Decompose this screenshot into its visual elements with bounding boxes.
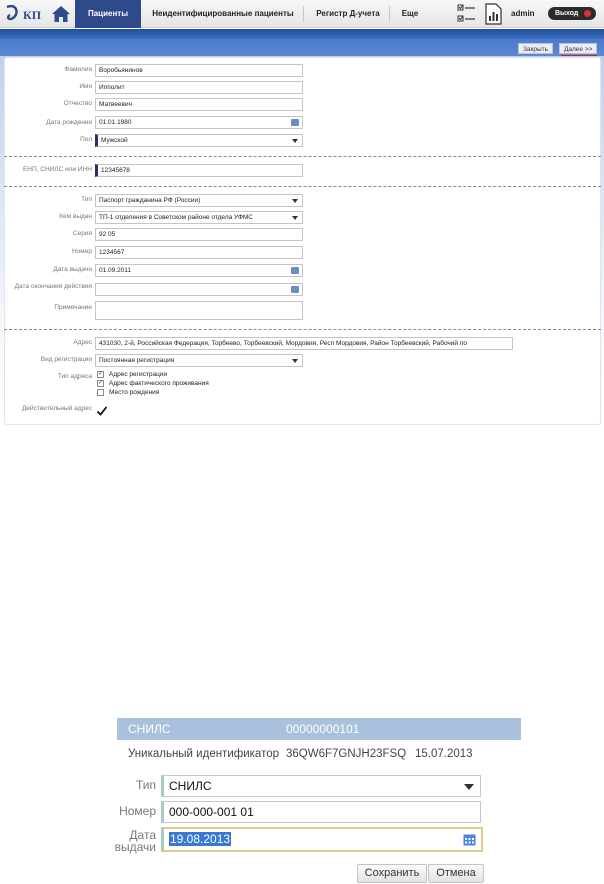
sex-select[interactable]	[95, 134, 303, 147]
dialog-type-label: Тип	[135, 778, 156, 792]
chevron-down-icon	[292, 216, 298, 220]
dialog-date-field[interactable]	[161, 827, 483, 852]
doc-type-value: Паспорт гражданина РФ (России)	[99, 197, 201, 204]
address-type-checkbox-birthplace[interactable]	[97, 389, 104, 396]
doc-type-label: Тип	[81, 196, 92, 203]
section-divider	[4, 329, 601, 330]
last-name-field[interactable]: Воробьянинов	[95, 64, 303, 77]
enp-field[interactable]: 12345678	[95, 164, 303, 177]
calendar-icon[interactable]	[463, 832, 476, 845]
sex-label: Пол	[80, 136, 92, 143]
address-type-label: Тип адреса	[57, 373, 92, 380]
patronymic-field[interactable]: Матвеевич	[95, 98, 303, 111]
chevron-down-icon	[292, 139, 298, 143]
current-user-name: admin	[511, 9, 535, 18]
note-field[interactable]	[95, 301, 303, 320]
top-navigation-bar	[0, 0, 604, 28]
registration-type-select[interactable]	[95, 354, 303, 367]
address-type-option-birthplace: Место рождения	[109, 389, 160, 396]
calendar-icon[interactable]	[291, 119, 299, 126]
last-name-label: Фамилия	[64, 66, 92, 73]
header-strip	[0, 29, 604, 39]
issued-by-value: ТП-1 отделения в Советском районе отдела УФМС	[99, 214, 254, 221]
section-divider	[4, 156, 601, 157]
note-label: Примечание	[54, 304, 92, 311]
nav-separator	[389, 6, 390, 22]
dialog-number-label: Номер	[119, 804, 156, 818]
address-type-checkbox-actual[interactable]: ✓	[98, 380, 104, 386]
app-logo[interactable]	[4, 3, 50, 25]
nav-separator	[303, 6, 304, 22]
first-name-label: Имя	[79, 83, 92, 90]
document-type-title: СНИЛС	[128, 722, 171, 736]
logo-text: КП	[23, 8, 42, 22]
dialog-date-label-line1: Дата	[129, 828, 156, 842]
valid-address-label: Действительный адрес	[21, 405, 92, 412]
dialog-date-value: 19.08.2013	[170, 832, 231, 846]
action-bar	[0, 39, 604, 56]
cancel-button[interactable]: Отмена	[428, 864, 484, 883]
doc-type-select[interactable]	[95, 194, 303, 207]
document-number-title: 00000000101	[286, 722, 360, 736]
birth-date-label: Дата рождения	[46, 119, 92, 126]
address-type-option-actual: Адрес фактического проживания	[109, 380, 209, 387]
registration-type-label: Вид регистрации	[40, 356, 92, 363]
number-label: Номер	[71, 248, 92, 255]
tab-dispensary-register[interactable]: Регистр Д-учета	[316, 9, 380, 18]
valid-address-checkbox[interactable]	[96, 404, 108, 416]
chevron-down-icon	[292, 199, 298, 203]
chevron-down-icon	[464, 784, 474, 790]
issued-by-select[interactable]	[95, 211, 303, 224]
calendar-icon[interactable]	[291, 267, 299, 274]
patient-form-panel	[4, 57, 601, 425]
issued-by-label: Кем выдан	[59, 213, 92, 220]
save-button[interactable]: Сохранить	[357, 864, 427, 883]
calendar-icon[interactable]	[291, 286, 299, 293]
address-type-checkbox-registration[interactable]: ✓	[98, 371, 104, 377]
next-button[interactable]: Далее >>	[559, 43, 597, 54]
address-field[interactable]: 431030, 2-й, Российская Федерация, Торбеево, Торбеевский, Мордовия, Респ Мордовия, Район Торбеевский, Рабочий по	[95, 337, 513, 350]
logout-button[interactable]	[548, 7, 596, 20]
chevron-down-icon	[292, 359, 298, 363]
section-divider	[4, 186, 601, 187]
unique-id-label: Уникальный идентификатор	[128, 748, 279, 760]
dialog-type-value: СНИЛС	[169, 779, 212, 793]
tab-patients[interactable]: Пациенты	[75, 0, 141, 28]
series-label: Серия	[72, 230, 92, 237]
address-label: Адрес	[73, 339, 92, 346]
expiry-date-label: Дата окончания действия	[14, 283, 92, 290]
checkmark-icon	[96, 405, 108, 417]
patronymic-label: Отчество	[63, 100, 92, 107]
tab-more[interactable]: Еще	[401, 9, 419, 18]
dialog-date-label-line2: выдачи	[114, 840, 156, 854]
unique-id-date: 15.07.2013	[415, 748, 473, 760]
birth-date-field[interactable]	[95, 116, 303, 129]
unique-id-value: 36QW6F7GNJH23FSQ	[286, 748, 407, 760]
logout-icon	[584, 10, 591, 17]
tab-unidentified-patients[interactable]: Неидентифицированные пациенты	[152, 9, 294, 18]
dialog-number-field[interactable]: 000-000-001 01	[161, 801, 481, 823]
issue-date-field[interactable]	[95, 264, 303, 277]
report-chart-icon[interactable]	[484, 3, 504, 25]
enp-label: ЕНП, СНИЛС или ИНН	[22, 166, 92, 173]
address-type-option-registration: Адрес регистрации	[109, 371, 168, 378]
checklist-icon[interactable]	[457, 3, 477, 25]
number-field[interactable]: 1234567	[95, 246, 303, 259]
dialog-type-select[interactable]	[161, 775, 481, 797]
issue-date-label: Дата выдачи	[53, 266, 92, 273]
dialog-date-label	[100, 829, 156, 853]
series-field[interactable]: 92 05	[95, 228, 303, 241]
sex-value: Мужской	[101, 137, 128, 144]
issue-date-value: 01.09.2011	[99, 267, 132, 274]
registration-type-value: Постоянная регистрация	[99, 357, 175, 364]
logout-label: Выход	[555, 10, 579, 17]
close-button[interactable]: Закрыть	[518, 43, 553, 54]
birth-date-value: 01.01.1980	[99, 119, 132, 126]
first-name-field[interactable]: Ипполит	[95, 81, 303, 94]
expiry-date-field[interactable]	[95, 283, 303, 296]
home-icon[interactable]	[51, 4, 71, 24]
